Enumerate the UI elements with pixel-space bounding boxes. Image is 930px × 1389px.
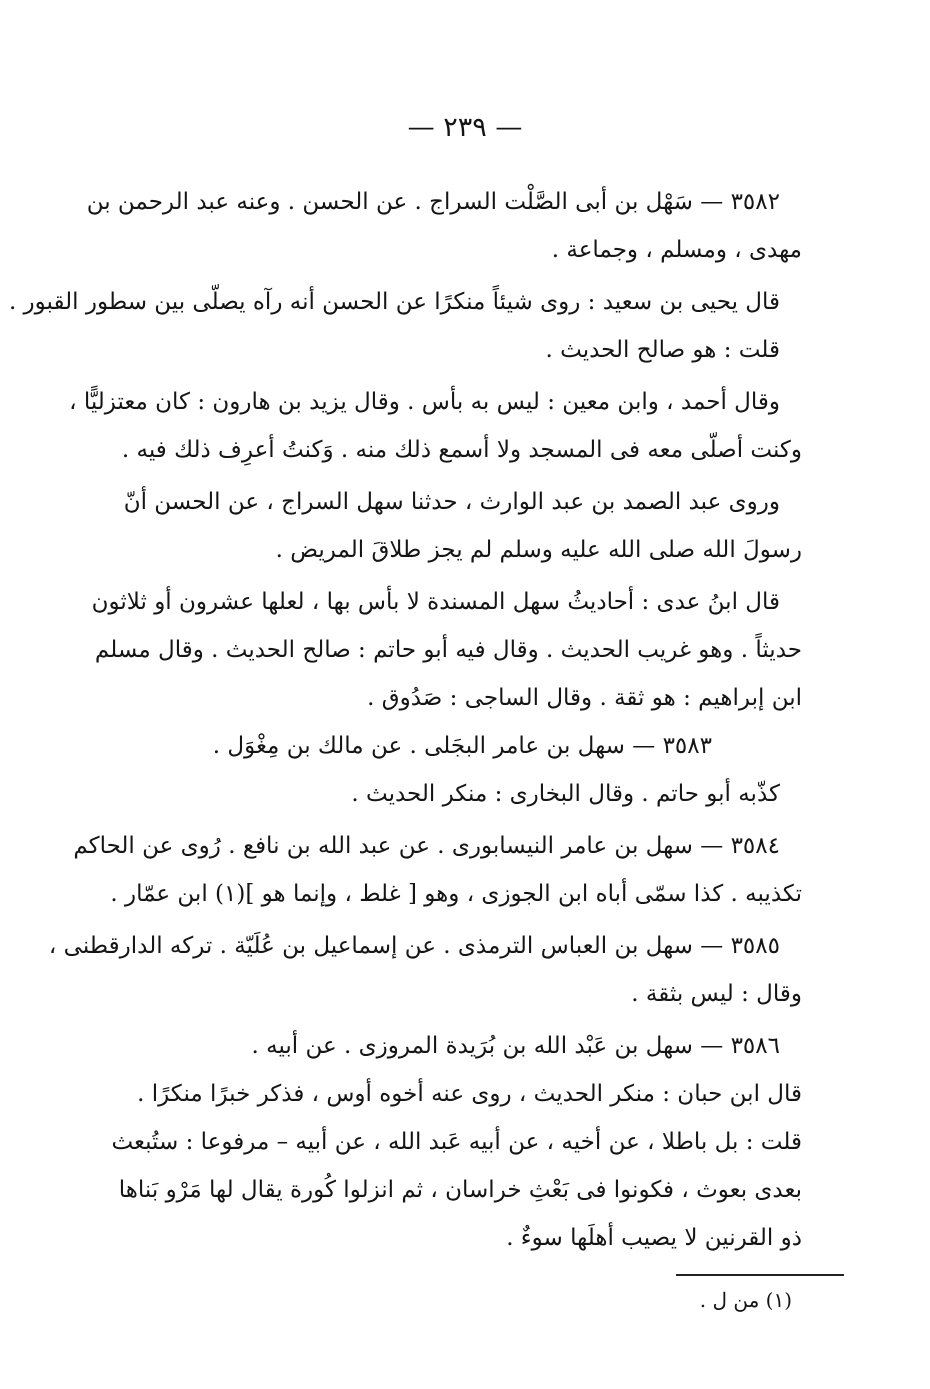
text-line: كذّبه أبو حاتم . وقال البخارى : منكر الحديث . (351, 781, 780, 807)
text-line: قلت : بل باطلا ، عن أخيه ، عن أبيه عَبد الله ، عن أبيه – مرفوعا : ستُبعث (111, 1129, 802, 1155)
main-text (8, 178, 802, 1262)
text-line: قلت : هو صالح الحديث . (545, 337, 780, 363)
entry-3583-heading: ٣٥٨٣ — سهل بن عامر البجَلى . عن مالك بن مِغْوَل . (212, 733, 712, 759)
entry-3585-heading: ٣٥٨٥ — سهل بن العباس الترمذى . عن إسماعيل بن عُلَيّة . تركه الدارقطنى ، (48, 933, 780, 959)
text-line: قال يحيى بن سعيد : روى شيئاً منكرًا عن الحسن أنه رآه يصلّى بين سطور القبور . (8, 289, 780, 315)
entry-3584-heading: ٣٥٨٤ — سهل بن عامر النيسابورى . عن عبد الله بن نافع . رُوى عن الحاكم (73, 833, 780, 859)
page-number: — ٢٣٩ — (407, 112, 523, 143)
entry-3582-heading: ٣٥٨٢ — سَهْل بن أبى الصَّلْت السراج . عن الحسن . وعنه عبد الرحمن بن (86, 189, 780, 215)
text-line: قال ابنُ عدى : أحاديثُ سهل المسندة لا بأس بها ، لعلها عشرون أو ثلاثون (91, 589, 780, 615)
text-line: وقال أحمد ، وابن معين : ليس به بأس . وقال يزيد بن هارون : كان معتزليًّا ، (69, 389, 780, 415)
text-line: قال ابن حبان : منكر الحديث ، روى عنه أخوه أوس ، فذكر خبرًا منكرًا . (137, 1081, 802, 1107)
text-line: تكذيبه . كذا سمّى أباه ابن الجوزى ، وهو [ غلط ، وإنما هو ](١) ابن عمّار . (110, 881, 802, 907)
text-line: بعدى بعوث ، فكونوا فى بَعْثِ خراسان ، ثم انزلوا كُورة يقال لها مَرْو بَناها (118, 1177, 802, 1203)
footnote-divider (676, 1274, 844, 1276)
footnote: (١) من ل . (699, 1288, 792, 1312)
text-line: ابن إبراهيم : هو ثقة . وقال الساجى : صَدُوق . (367, 685, 802, 711)
text-line: وقال : ليس بثقة . (631, 981, 802, 1007)
text-line: وكنت أصلّى معه فى المسجد ولا أسمع ذلك منه . وَكنتُ أعرِف ذلك فيه . (121, 437, 802, 463)
text-line: رسولَ الله صلى الله عليه وسلم لم يجز طلاقَ المريض . (275, 537, 802, 563)
text-line: وروى عبد الصمد بن عبد الوارث ، حدثنا سهل السراج ، عن الحسن أنّ (123, 489, 780, 515)
entry-3586-heading: ٣٥٨٦ — سهل بن عَبْد الله بن بُرَيدة المروزى . عن أبيه . (251, 1033, 780, 1059)
text-line: حديثاً . وهو غريب الحديث . وقال فيه أبو حاتم : صالح الحديث . وقال مسلم (94, 637, 802, 663)
text-line: ذو القرنين لا يصيب أهلَها سوءٌ . (506, 1225, 802, 1251)
text-line: مهدى ، ومسلم ، وجماعة . (551, 237, 802, 263)
